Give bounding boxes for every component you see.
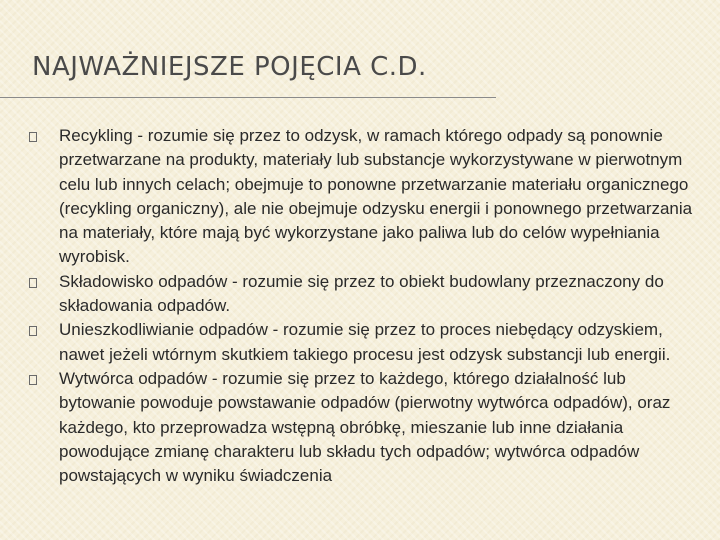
- bullet-text: Recykling - rozumie się przez to odzysk, w ramach którego odpady są ponownie przetwarzane na produkty, materiały lub substancje wykorzystywane w pierwotnym celu lub innych celach; obejmuje to ponowne przetwarzanie materiału organicznego (recykling organiczny), ale nie obejmuje odzysku energii i ponownego przetwarzania na materiały, które mają być wykorzystane jako paliwa lub do celów wypełniania wyrobisk.: [59, 126, 693, 267]
- square-bullet-icon: [29, 326, 37, 336]
- square-bullet-icon: [29, 278, 37, 288]
- bullet-item-wytworca: [24, 367, 696, 488]
- slide-title: NAJWAŻNIEJSZE POJĘCIA C.D.: [32, 52, 427, 82]
- bullet-text: Unieszkodliwianie odpadów - rozumie się przez to proces niebędący odzyskiem, nawet jeżeli wtórnym skutkiem takiego procesu jest odzysk substancji lub energii.: [59, 320, 671, 364]
- bullet-item-unieszkodliwianie: [24, 318, 696, 367]
- bullet-list: [24, 124, 696, 488]
- bullet-text: Wytwórca odpadów - rozumie się przez to każdego, którego działalność lub bytowanie powoduje powstawanie odpadów (pierwotny wytwórca odpadów), oraz każdego, kto przeprowadza wstępną obróbkę, mieszanie lub inne działania powodujące zmianę charakteru lub składu tych odpadów; wytwórca odpadów powstających w wyniku świadczenia: [59, 368, 671, 486]
- square-bullet-icon: [29, 132, 37, 142]
- bullet-item-recykling: [24, 124, 696, 270]
- bullet-text: Składowisko odpadów - rozumie się przez to obiekt budowlany przeznaczony do składowania odpadów.: [59, 271, 664, 316]
- bullet-item-skladowisko: [24, 270, 696, 319]
- title-underline: [0, 97, 496, 98]
- square-bullet-icon: [29, 375, 37, 385]
